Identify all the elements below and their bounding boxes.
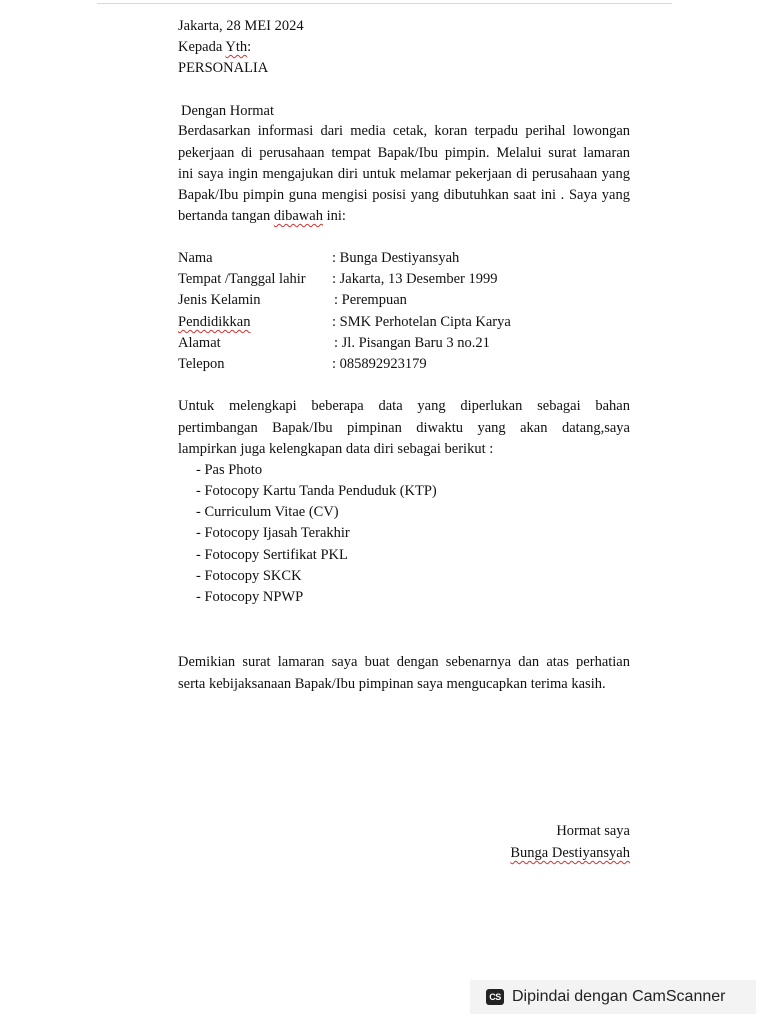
intro-line: Berdasarkan informasi dari media cetak, koran terpadu perihal lowongan [178,123,630,139]
attachment-item: - Fotocopy Sertifikat PKL [196,547,348,563]
field-value-alamat: : Jl. Pisangan Baru 3 no.21 [334,335,490,351]
field-label-pendidikan: Pendidikkan [178,314,251,330]
signer-name: Bunga Destiyansyah [510,845,630,861]
intro-line: pekerjaan di perusahaan tempat Bapak/Ibu pimpin. Melalui surat lamaran [178,145,630,161]
camscanner-watermark [470,980,756,1014]
field-value-telepon: : 085892923179 [332,356,427,372]
attachment-item: - Fotocopy SKCK [196,568,302,584]
greeting: Dengan Hormat [181,103,275,119]
attachment-item: - Pas Photo [196,462,263,478]
attach-line-last: lampirkan juga kelengkapan data diri sebagai berikut : [178,441,494,457]
dibawah-word: dibawah [273,208,323,224]
attach-line: pertimbangan Bapak/Ibu pimpinan diwaktu yang akan datang,saya [178,420,630,436]
intro-line: Bapak/Ibu pimpin guna mengisi posisi yang dibutuhkan saat ini . Saya yang [178,187,630,203]
place-date: Jakarta, 28 MEI 2024 [178,18,304,34]
intro-line-last [178,206,346,226]
camscanner-label: Dipindai dengan CamScanner [512,988,726,1005]
kepada-text: Kepada [178,39,226,55]
yth-text: Yth [225,39,248,55]
field-label-telepon: Telepon [178,356,225,372]
closing-line-last: serta kebijaksanaan Bapak/Ibu pimpinan saya mengucapkan terima kasih. [178,676,606,692]
attachment-item: - Curriculum Vitae (CV) [196,504,339,520]
recipient-prefix [178,37,251,57]
field-label-nama: Nama [178,250,213,266]
field-label-kelamin: Jenis Kelamin [178,292,261,308]
intro-line: ini saya ingin mengajukan diri untuk melamar pekerjaan di perusahaan yang [178,166,630,182]
field-label-ttl: Tempat /Tanggal lahir [178,271,306,287]
page-top-edge [97,3,672,4]
attachment-item: - Fotocopy Kartu Tanda Penduduk (KTP) [196,483,437,499]
attachment-item: - Fotocopy NPWP [196,589,304,605]
attach-line: Untuk melengkapi beberapa data yang diperlukan sebagai bahan [178,398,630,414]
field-label-alamat: Alamat [178,335,221,351]
intro-last-prefix: bertanda tangan [178,208,274,224]
field-value-pendidikan: : SMK Perhotelan Cipta Karya [332,314,511,330]
field-value-nama: : Bunga Destiyansyah [332,250,460,266]
intro-last-suffix: ini: [322,208,346,224]
attachment-item: - Fotocopy Ijasah Terakhir [196,525,350,541]
yth-colon: : [247,39,252,55]
field-value-kelamin: : Perempuan [334,292,407,308]
recipient: PERSONALIA [178,60,269,76]
camscanner-logo-icon: CS [486,989,504,1005]
sign-off: Hormat saya [556,823,630,839]
closing-line: Demikian surat lamaran saya buat dengan sebenarnya dan atas perhatian [178,654,630,670]
field-value-ttl: : Jakarta, 13 Desember 1999 [332,271,498,287]
